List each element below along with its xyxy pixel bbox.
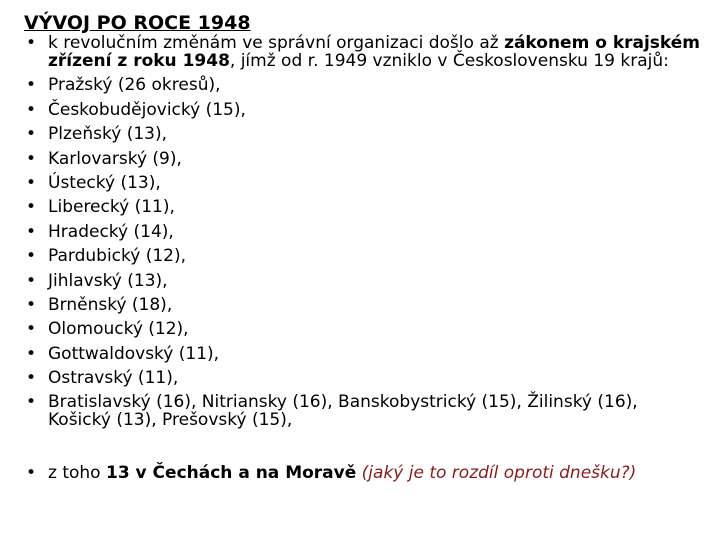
slide [24, 12, 704, 489]
region-name: Pražský (26 okresů), [48, 75, 221, 96]
list-item [24, 174, 704, 192]
list-item [24, 125, 704, 143]
bullet-icon: • [26, 99, 37, 120]
list-item [24, 393, 704, 429]
bullet-icon: • [26, 172, 37, 193]
bullet-icon: • [26, 124, 37, 145]
region-name: Olomoucký (12), [48, 319, 189, 340]
region-name: Brněnský (18), [48, 294, 173, 315]
bullet-icon: • [26, 463, 37, 484]
bullet-icon: • [26, 368, 37, 389]
bullet-icon: • [26, 246, 37, 267]
summary-count: 13 v Čechách a na Moravě [105, 463, 357, 484]
region-name: Karlovarský (9), [48, 148, 182, 169]
intro-text-end: , jímž od r. 1949 vzniklo v Československu 19 krajů: [229, 51, 669, 71]
list-spacer [24, 436, 704, 458]
bullet-icon: • [26, 75, 37, 96]
bullet-icon: • [26, 197, 37, 218]
region-name: Českobudějovický (15), [48, 99, 246, 120]
bullet-icon: • [26, 148, 37, 169]
list-item [24, 272, 704, 290]
bullet-icon: • [26, 33, 37, 53]
bullet-icon: • [26, 319, 37, 340]
list-item [24, 247, 704, 265]
region-name: Ústecký (13), [48, 172, 161, 193]
region-name: Hradecký (14), [48, 221, 174, 242]
list-item [24, 320, 704, 338]
list-item [24, 223, 704, 241]
region-name: Ostravský (11), [48, 368, 179, 389]
list-item [24, 296, 704, 314]
region-list [24, 34, 704, 482]
intro-law-name: zákonem o krajském zřízení z roku 1948 [48, 33, 701, 71]
summary-question: (jaký je to rozdíl oproti dnešku?) [361, 463, 637, 484]
region-name: Plzeňský (13), [48, 124, 167, 145]
bullet-icon: • [26, 221, 37, 242]
region-name: Jihlavský (13), [48, 270, 168, 291]
summary-text: z toho [48, 463, 106, 484]
bullet-icon: • [26, 294, 37, 315]
list-item [24, 198, 704, 216]
list-item [24, 345, 704, 363]
list-item [24, 150, 704, 168]
bullet-icon: • [26, 392, 37, 413]
page-title: VÝVOJ PO ROCE 1948 [24, 12, 251, 34]
region-name: Pardubický (12), [48, 246, 187, 267]
region-name: Gottwaldovský (11), [48, 343, 220, 364]
list-item [24, 369, 704, 387]
list-item [24, 76, 704, 94]
bullet-icon: • [26, 343, 37, 364]
region-name: Bratislavský (16), Nitriansky (16), Banskobystrický (15), Žilinský (16), Košický (13), Prešovský (15), [48, 392, 638, 431]
region-name: Liberecký (11), [48, 197, 175, 218]
list-item [24, 101, 704, 119]
list-item-intro [24, 34, 704, 70]
intro-text: k revolučním změnám ve správní organizaci došlo až [48, 33, 505, 53]
list-item-summary [24, 464, 704, 482]
bullet-icon: • [26, 270, 37, 291]
